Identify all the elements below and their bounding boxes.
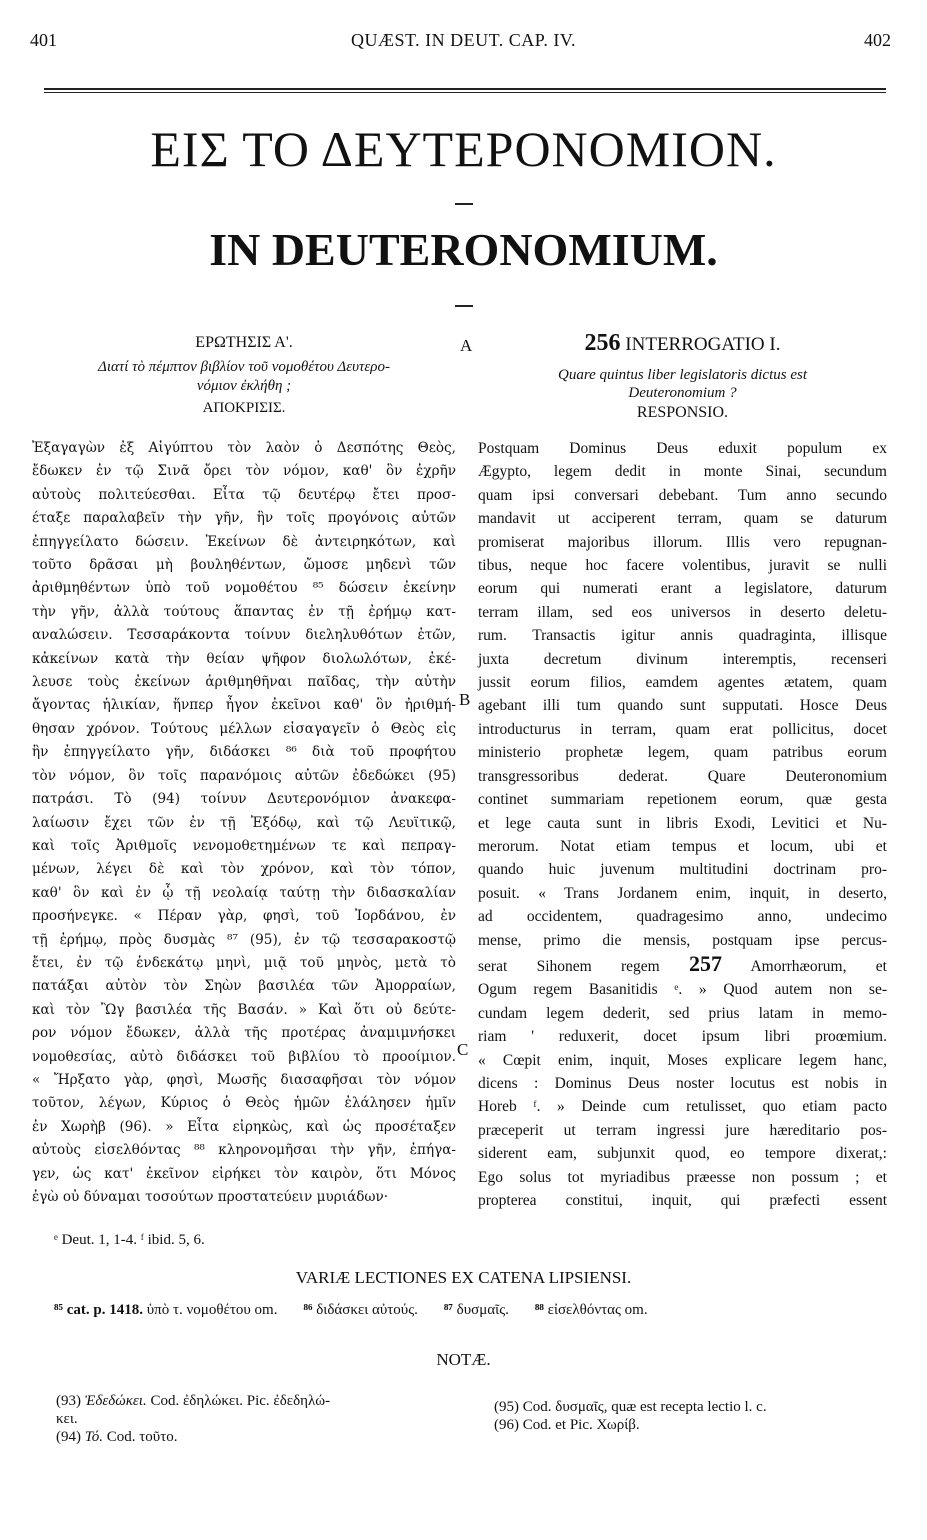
latin-text-line: et lege cauta sunt in libris Exodi, Levitici et Nu- (478, 814, 887, 832)
greek-text-line: ἐγὼ οὐ δύναμαι τοσούτων προστατεύειν μυριάδων· (32, 1189, 389, 1205)
latin-text-line: mense, primo die mensis, postquam ipse percus- (478, 931, 887, 949)
scripture-footnote: ᵉ Deut. 1, 1-4. ᶠ ibid. 5, 6. (54, 1232, 205, 1248)
header-rule (44, 88, 886, 93)
latin-text-line: introducturus in terram, quam erat pollicitus, docet (478, 720, 887, 738)
latin-text-line: ad occidentem, quadragesimo anno, undecimo (478, 908, 887, 926)
note-item (494, 1416, 894, 1434)
greek-text-line: καθ' ὃν καὶ ἐν ᾧ τῇ νεολαίᾳ ταύτῃ τὴν διδασκαλίαν (32, 884, 456, 901)
greek-text-line: ἐν Χωρὴβ (96). » Εἶτα εἰρηκὼς, καὶ ὡς προσέταξεν (32, 1118, 456, 1135)
greek-text-line: τῇ ἐρήμῳ, πρὸς δυσμὰς ⁸⁷ (95), ἐν τῷ τεσσαρακοστῷ (32, 931, 456, 948)
variant-text: εἰσελθόντας om. (547, 1302, 648, 1318)
greek-text-line: ἄγοντας ἡλικίαν, ἥνπερ ἦγον ἐκεῖνοι καθ' ὃν ἠριθμή- (32, 697, 456, 714)
variant-text: ὑπὸ τ. νομοθέτου om. (146, 1302, 278, 1318)
greek-text-column (32, 437, 456, 1209)
latin-text-line: Horeb ᶠ. » Deinde cum retulisset, quo etiam pacto (478, 1098, 887, 1116)
latin-text-line (478, 952, 887, 978)
latin-text-line: cundam legem dederit, sed prius latam in memo- (478, 1004, 887, 1022)
latin-text-line: merorum. Notat etiam tempus et locum, ubi et (478, 837, 887, 855)
latin-text-line: riam ' reduxerit, docet ipsum libri proœmium. (478, 1028, 887, 1046)
greek-question-heading: ΕΡΩΤΗΣΙΣ Α'. (195, 334, 293, 351)
latin-text-line: mandavit ut acciperent terram, quam se daturum (478, 510, 887, 528)
greek-text-line: αὐτοὺς εἰσελθόντας ⁸⁸ κληρονομῆσαι τὴν γῆν, ἐπήγα- (32, 1142, 456, 1159)
variant-reading (444, 1302, 509, 1318)
latin-text-line: transgressoribus dederat. Quare Deuteronomium (478, 767, 887, 785)
greek-text-line: λευσε τοὺς ἐκείνων ἀριθμηθῆναι παῖδας, τὴν αὐτὴν (32, 674, 456, 691)
notae-right (494, 1398, 894, 1434)
notae-heading: NOTÆ. (436, 1350, 491, 1369)
greek-text-line: « Ἤρξατο γὰρ, φησὶ, Μωσῆς διασαφῆσαι τὸν νόμον (32, 1071, 456, 1088)
latin-text-line: præceperit ut terram ingressi jure hæreditario pos- (478, 1121, 887, 1139)
greek-text-line: θησαν χρόνον. Τούτους μέλλων εἰσαγαγεῖν ὁ Θεὸς εἰς (32, 720, 456, 737)
margin-letter-c: C (457, 1040, 469, 1059)
note-number: (95) (494, 1399, 523, 1415)
greek-question-line: Διατί τὸ πέμπτον βιβλίον τοῦ νομοθέτου Δευτερο- (98, 359, 390, 375)
note-lemma: Τό. (84, 1429, 107, 1445)
page-number-marker: 256 (584, 330, 621, 356)
variant-reading (303, 1302, 417, 1318)
latin-text-line: juxta decretum divinum interemptis, recenseri (478, 650, 887, 668)
greek-text-line: πατράσι. Τὸ (94) τοίνυν Δευτερονόμιον ἀνακεφα- (32, 791, 456, 808)
greek-text-line: ἔδωκεν ἐν τῷ Σινᾶ ὄρει τὸν νόμον, καθ' ὃν ἐχρῆν (32, 463, 456, 480)
variant-reading (54, 1302, 277, 1318)
margin-letter-b: B (459, 690, 471, 709)
greek-text-line: μένων, λέγει δὲ καὶ τὸν χρόνον, καὶ τὸν τόπον, (32, 861, 456, 878)
latin-text-line: propterea constitui, inquit, qui præfecti essent (478, 1192, 887, 1209)
greek-question (32, 358, 456, 396)
note-number: (93) (56, 1393, 85, 1409)
latin-text-line: posuit. « Trans Jordanem enim, inquit, in deserto, (478, 884, 887, 902)
latin-text-line: jussit eorum filios, eamdem agentes ætatem, quam (478, 674, 887, 692)
latin-question-line: Deuteronomium ? (628, 385, 737, 401)
latin-response-heading: RESPONSIO. (636, 404, 729, 421)
page-number-right: 402 (864, 30, 891, 50)
latin-text-line: continet summariam repetionem eorum, quæ gesta (478, 791, 887, 809)
note-item (494, 1398, 894, 1416)
latin-text-line: « Cœpit enim, inquit, Moses explicare legem hanc, (478, 1051, 887, 1069)
greek-text-line: Ἐξαγαγὼν ἐξ Αἰγύπτου τὸν λαὸν ὁ Δεσπότης Θεὸς, (32, 440, 456, 456)
greek-response-heading: ΑΠΟΚΡΙΣΙΣ. (202, 400, 286, 416)
notae-left (56, 1392, 456, 1446)
variant-mark: ⁸⁷ (443, 1302, 457, 1318)
latin-text-line: terram illam, sed eos universos in deserto deletu- (478, 603, 887, 621)
greek-text-line: ρον νόμον ἔδωκεν, ἀλλὰ τῆς προτέρας ἀναμιμνήσκει (32, 1025, 456, 1042)
note-text: Cod. et Pic. Χωρίβ. (522, 1417, 640, 1433)
greek-text-line: ἀριθμηθέντων ὑπὸ τοῦ νομοθέτου ⁸⁵ δώσειν ἐκείνην (32, 580, 456, 597)
note-number: (94) (56, 1429, 85, 1445)
greek-text-line: λαίωσιν ἔχει τῶν ἐν τῇ Ἐξόδῳ, καὶ τῷ Λευϊτικῷ, (32, 814, 456, 831)
latin-text-line: Ego solus tot myriadibus præesse non possum ; et (478, 1168, 887, 1186)
latin-text-fragment: Amorrhæorum, et (722, 957, 887, 975)
variant-mark: ⁸⁶ (303, 1302, 317, 1318)
variant-reading (535, 1302, 648, 1318)
latin-question (478, 366, 887, 402)
note-item (56, 1428, 456, 1446)
latin-text-line: agebant illi tum quando sunt supputati. Hosce Deus (478, 697, 887, 715)
variant-text: δυσμαῖς. (456, 1302, 509, 1318)
greek-text-line: ἔτει, ἐν τῷ ἑνδεκάτῳ μηνὶ, μιᾷ τοῦ μηνὸς, μετὰ τὸ (32, 954, 456, 971)
greek-title: ΕΙΣ ΤΟ ΔΕΥΤΕΡΟΝΟΜΙΟΝ. (150, 121, 777, 177)
greek-text-line: καὶ τὸν Ὢγ βασιλέα τῆς Βασάν. » Καὶ ὅτι οὐ δεύτε- (32, 1001, 456, 1018)
title-dash (455, 305, 473, 307)
latin-question-heading (478, 330, 887, 357)
variant-reference: cat. p. 1418. (66, 1302, 147, 1318)
greek-text-line: κἀκείνων κατὰ τὴν θείαν ψῆφον διολωλότων, ἐκέ- (32, 650, 456, 667)
note-text: Cod. τοῦτο. (106, 1429, 178, 1445)
latin-text-line: Postquam Dominus Deus eduxit populum ex (478, 440, 887, 457)
greek-text-line: τὴν γῆν, ἀλλὰ τούτους ἅπαντας ἐν τῇ ἐρήμῳ κατ- (32, 603, 456, 620)
greek-text-line: προσήνεγκε. « Πέραν γὰρ, φησὶ, τοῦ Ἰορδάνου, ἐν (32, 908, 456, 925)
title-dash (455, 203, 473, 205)
variae-heading: VARIÆ LECTIONES EX CATENA LIPSIENSI. (295, 1268, 632, 1287)
greek-question-line: νόμιον ἐκλήθη ; (196, 378, 292, 394)
greek-text-line: ἣν ἐπηγγείλατο γῆν, διδάσκει ⁸⁶ διὰ τοῦ προφήτου (32, 744, 456, 761)
latin-text-line: quando huic juvenum multitudini doctrinam pro- (478, 861, 887, 879)
margin-letter-a: A (460, 336, 473, 355)
variant-mark: ⁸⁵ (54, 1302, 67, 1318)
latin-text-column (478, 437, 887, 1212)
greek-text-line: αὐτοὺς πολιτεύεσθαι. Εἶτα τῷ δευτέρῳ ἔτει προσ- (32, 486, 456, 503)
running-head-title: QUÆST. IN DEUT. CAP. IV. (350, 30, 576, 50)
greek-text-line: αναλώσειν. Τεσσαράκοντα τοίνυν διεληλυθότων ἐτῶν, (32, 627, 456, 644)
note-number: (96) (494, 1417, 523, 1433)
latin-text-line: dicens : Dominus Deus noster locutus est nobis in (478, 1074, 887, 1092)
variae-list (54, 1302, 674, 1319)
latin-text-fragment: serat Sihonem regem (478, 957, 690, 975)
variant-mark: ⁸⁸ (534, 1302, 548, 1318)
greek-text-line: ἐπηγγείλατο δώσειν. Ἐκείνων δὲ ἀντειρηκότων, καὶ (32, 533, 456, 550)
greek-text-line: πατάξαι αὐτὸν τὸν Σηὼν βασιλέα τῶν Ἀμορραίων, (32, 978, 456, 995)
greek-text-line: γεν, ὡς κατ' ἐκεῖνον εἰρήκει τὸν καιρὸν, ὅτι Μόνος (32, 1165, 456, 1182)
variant-text: διδάσκει αὐτούς. (316, 1302, 418, 1318)
page-number-left: 401 (30, 30, 57, 50)
latin-text-line: Ogum regem Basanitidis ᵉ. » Quod autem non se- (478, 981, 887, 999)
note-text: Cod. δυσμαῖς, quæ est recepta lectio l. c. (522, 1399, 767, 1415)
latin-text-line: promiserat majoribus illorum. Illis vero repugnan- (478, 533, 887, 551)
note-lemma: Ἐδεδώκει. (84, 1393, 151, 1409)
greek-text-line: νομοθεσίας, αὐτὸ διδάσκει τοῦ βιβλίου τὸ προοίμιον. (32, 1048, 456, 1065)
latin-text-line: eorum qui numerati erant a legislatore, daturum (478, 580, 887, 598)
note-text: Cod. ἐδηλώκει. Pic. ἐδεδηλώ- (150, 1393, 331, 1409)
latin-title: IN DEUTERONOMIUM. (209, 224, 718, 275)
latin-text-line: rum. Transactis igitur annis quadraginta, illisque (478, 627, 887, 645)
greek-text-line: καὶ τοῖς Ἀριθμοῖς νενομοθετημένων τε καὶ πεπραγ- (32, 837, 456, 854)
greek-text-line: τοῦτον, λέγων, Κύριος ὁ Θεὸς ἡμῶν ἐλάλησεν ἡμῖν (32, 1095, 456, 1112)
latin-text-line: Ægypto, legem dedit in monte Sinai, secundum (478, 463, 887, 481)
latin-text-line: siderent eam, subjunxit quod, eo tempore dixerat,: (478, 1145, 887, 1163)
latin-text-line: ministerio prophetæ legem, quam patribus eorum (478, 744, 887, 762)
latin-question-line: Quare quintus liber legislatoris dictus est (557, 367, 808, 383)
latin-heading-text: INTERROGATIO I. (625, 334, 781, 355)
latin-text-line: quam ipsi conversari debebant. Tum anno secundo (478, 486, 887, 504)
note-item (56, 1392, 456, 1410)
page-number-marker: 257 (689, 950, 723, 976)
greek-text-line: τὸν νόμον, ὃν τοῖς παρανόμοις αὐτῶν ἐδεδώκει (95) (32, 767, 456, 784)
greek-text-line: έταξε παραλαβεῖν τὴν γῆν, ἣν τοῖς προγόνοις αὐτῶν (32, 510, 456, 527)
note-continuation: κει. (56, 1411, 78, 1427)
latin-text-line: tibus, neque hoc facere volentibus, juravit se nulli (478, 557, 887, 575)
greek-text-line: τοῦτο δρᾶσαι μὴ βουληθέντων, ὤμοσε μηδενὶ τῶν (32, 557, 456, 574)
